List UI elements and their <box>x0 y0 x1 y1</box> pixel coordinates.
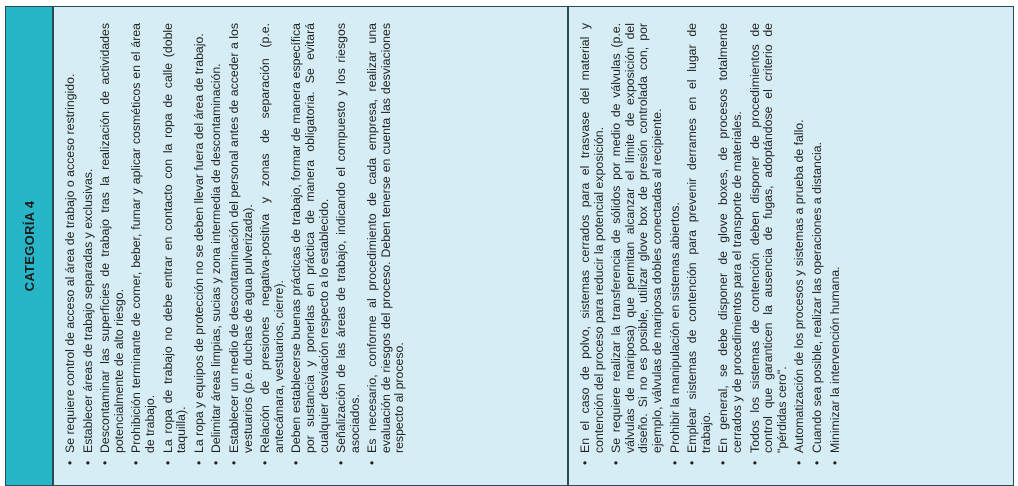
list-item: • La ropa de trabajo no debe entrar en contacto con la ropa de calle (doble taquilla). <box>162 23 189 465</box>
list-item: • Prohibir la manipulación en sistemas abiertos. <box>669 23 683 465</box>
list-item: • Se requiere realizar la transferencia de sólidos por medio de válvulas (p.e. válvulas de mariposa) que permitan alcanzar el límite de exposición del diseño. Si no es posible, utilizar glove box de presión controlada con, por ejemplo, válvulas de mariposa dobles conectadas al recipiente. <box>610 23 664 465</box>
list-item: • En general, se debe disponer de glove boxes, de procesos totalmente cerrados y de procedimientos para el transporte de materiales. <box>717 23 744 465</box>
list-item: • Minimizar la intervención humana. <box>829 23 843 465</box>
list-item: • Deben establecerse buenas prácticas de trabajo, formar de manera específica por sustancia y ponerlas en práctica de manera obligatoria. Se evitará cualquier desviación respecto a lo establecido. <box>290 23 331 465</box>
list-item: • Automatización de los procesos y sistemas a prueba de fallo. <box>793 23 807 465</box>
list-item: • Se requiere control de acceso al área de trabajo o acceso restringido. <box>64 23 78 465</box>
category-title: CATEGORÍA 4 <box>21 200 37 292</box>
list-item: • Delimitar áreas limpias, sucias y zona intermedia de descontaminación. <box>210 23 224 465</box>
list-item: • Relación de presiones negativa-positiva y zonas de separación (p.e. antecámara, vestuarios, cierre). <box>259 23 286 465</box>
list-item: • Cuando sea posible, realizar las operaciones a distancia. <box>811 23 825 465</box>
list-item: • La ropa y equipos de protección no se deben llevar fuera del área de trabajo. <box>193 23 207 465</box>
section-organizational-measures <box>53 6 568 486</box>
list-item: • Establecer áreas de trabajo separadas y exclusivas. <box>82 23 96 465</box>
list-item: • Es necesario, conforme al procedimiento de cada empresa, realizar una evaluación de riesgos del proceso. Deben tenerse en cuenta las desviaciones respecto al proceso. <box>366 23 407 465</box>
list-item: • Señalización de las áreas de trabajo, indicando el compuesto y los riesgos asociados. <box>335 23 362 465</box>
measures-list-1 <box>64 23 407 465</box>
list-item: • Descontaminar las superficies de trabajo tras la realización de actividades potencialmente de alto riesgo. <box>99 23 126 465</box>
section-technical-measures <box>568 6 1014 486</box>
list-item: • En el caso de polvo, sistemas cerrados para el trasvase del material y contención del proceso para reducir la potencial exposición. <box>579 23 606 465</box>
measures-list-2 <box>579 23 842 465</box>
list-item: • Emplear sistemas de contención para prevenir derrames en el lugar de trabajo. <box>686 23 713 465</box>
list-item: • Establecer un medio de descontaminación del personal antes de acceder a los vestuarios (p.e. duchas de agua pulverizada). <box>228 23 255 465</box>
list-item: • Todos los sistemas de contención deben disponer de procedimientos de control que garanticen la ausencia de fugas, adoptándose el criterio de "pérdidas cero". <box>749 23 790 465</box>
list-item: • Prohibición terminante de comer, beber, fumar y aplicar cosméticos en el área de trabajo. <box>130 23 157 465</box>
table-header <box>5 6 53 486</box>
